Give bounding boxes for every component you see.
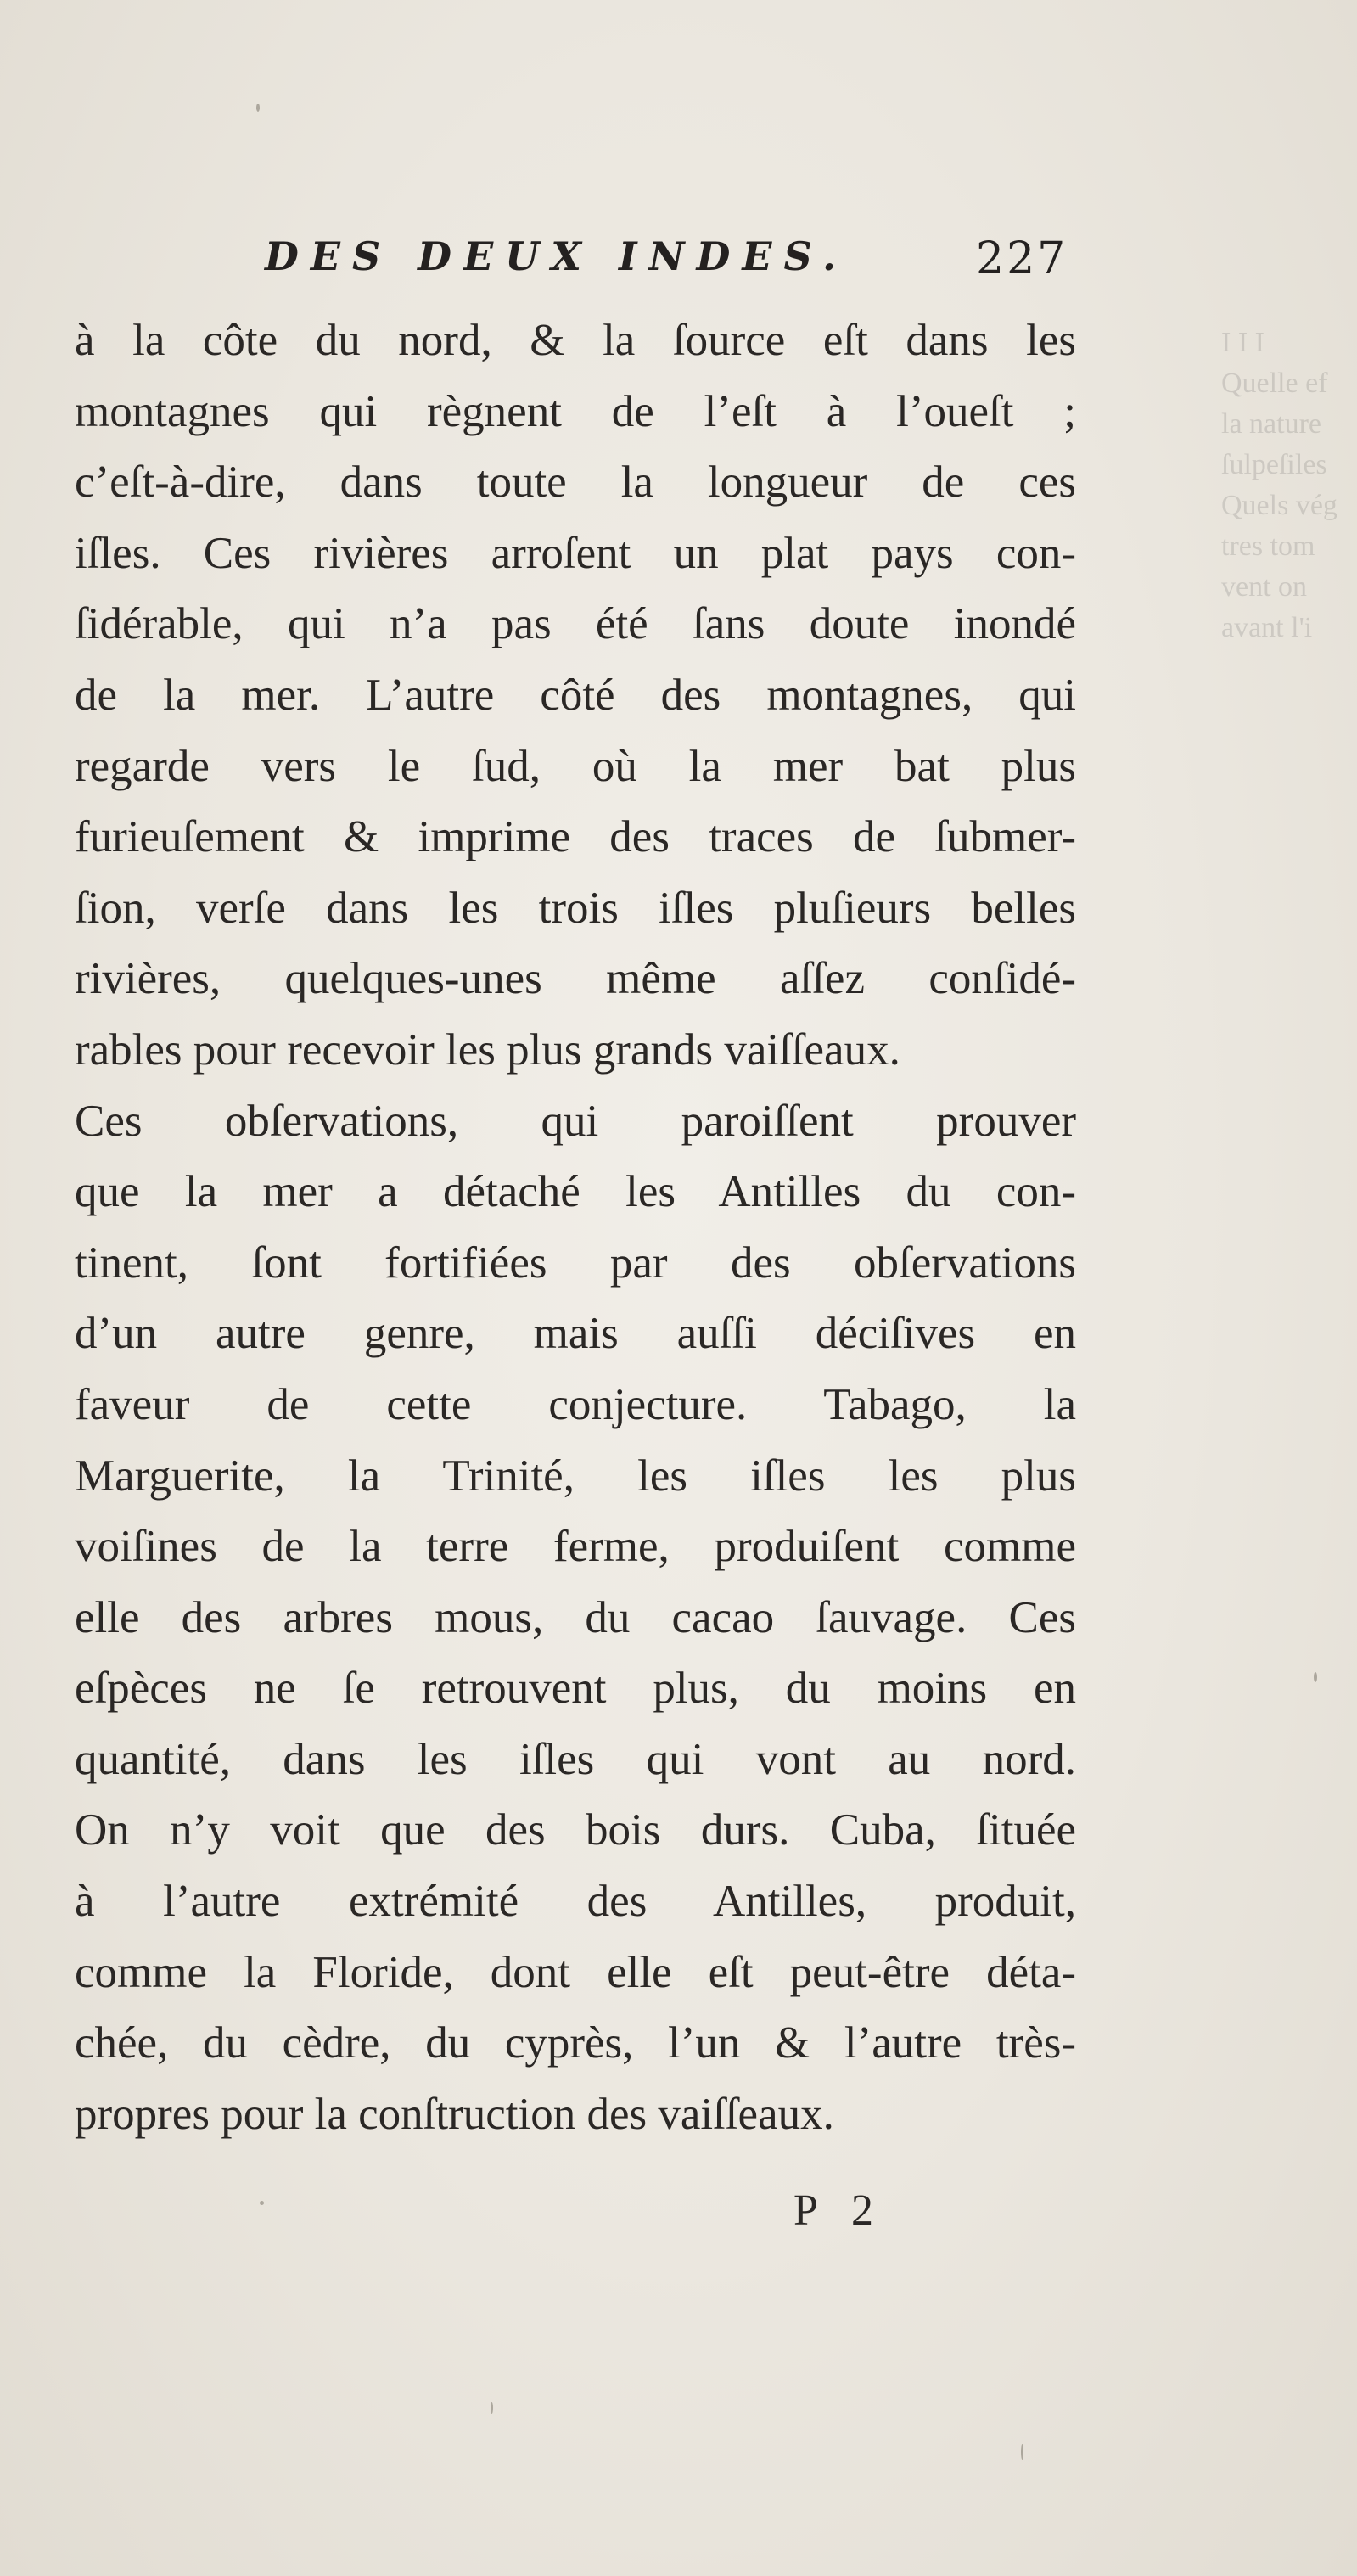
running-head [0,233,1357,293]
text-line: voiſines de la terre ferme, produiſent comme [75,1522,1076,1572]
text-line: Marguerite, la Trinité, les iſles les plus [75,1451,1076,1501]
text-line: ſidérable, qui n’a pas été ſans doute inondé [75,599,1076,649]
text-line: regarde vers le ſud, où la mer bat plus [75,741,1076,791]
text-line: eſpèces ne ſe retrouvent plus, du moins en [75,1664,1076,1714]
text-line: c’eſt-à-dire, dans toute la longueur de ces [75,457,1076,508]
text-line: quantité, dans les iſles qui vont au nord. [75,1734,1076,1784]
text-line: propres pour la conſtruction des vaiſſeaux. [75,2089,834,2139]
text-line: iſles. Ces rivières arroſent un plat pays con- [75,528,1076,578]
text-line: faveur de cette conjecture. Tabago, la [75,1379,1076,1429]
paper-speck [1314,1672,1317,1682]
text-line: à l’autre extrémité des Antilles, produit, [75,1877,1076,1927]
text-line: tinent, ſont fortifiées par des obſervations [75,1237,1076,1288]
text-line: que la mer a détaché les Antilles du con- [75,1167,1076,1217]
text-line: elle des arbres mous, du cacao ſauvage. Ces [75,1592,1076,1642]
text-line: ſion, verſe dans les trois iſles pluſieurs belles [75,883,1076,933]
page-number: 227 [976,233,1068,284]
text-line: furieuſement & imprime des traces de ſubmer- [75,812,1076,862]
text-line: comme la Floride, dont elle eſt peut-être déta- [75,1947,1076,1997]
body-text [75,306,1076,2150]
text-line: montagnes qui règnent de l’eſt à l’oueſt ; [75,386,1076,436]
text-line: Ces obſervations, qui paroiſſent prouver [75,1096,1076,1146]
paper-speck [256,104,260,112]
paper-speck [260,2201,264,2205]
paper-speck [491,2402,493,2414]
text-line: On n’y voit que des bois durs. Cuba, ſituée [75,1805,1076,1855]
facing-page-bleed-through: I I I Quelle ef la nature ſulpeſiles Quels vég tres tom vent on avant l'i [1221,327,1337,643]
text-line: chée, du cèdre, du cyprès, l’un & l’autre très- [75,2018,1076,2068]
paper-speck [1021,2444,1023,2460]
text-line: d’un autre genre, mais auſſi déciſives en [75,1309,1076,1359]
text-line: de la mer. L’autre côté des montagnes, qui [75,670,1076,720]
signature-mark: P 2 [793,2186,885,2235]
text-line: rivières, quelques-unes même aſſez conſidé- [75,954,1076,1004]
text-line: rables pour recevoir les plus grands vaiſſeaux. [75,1024,900,1075]
running-title: DES DEUX INDES. [265,233,849,279]
text-line: à la côte du nord, & la ſource eſt dans les [75,316,1076,365]
